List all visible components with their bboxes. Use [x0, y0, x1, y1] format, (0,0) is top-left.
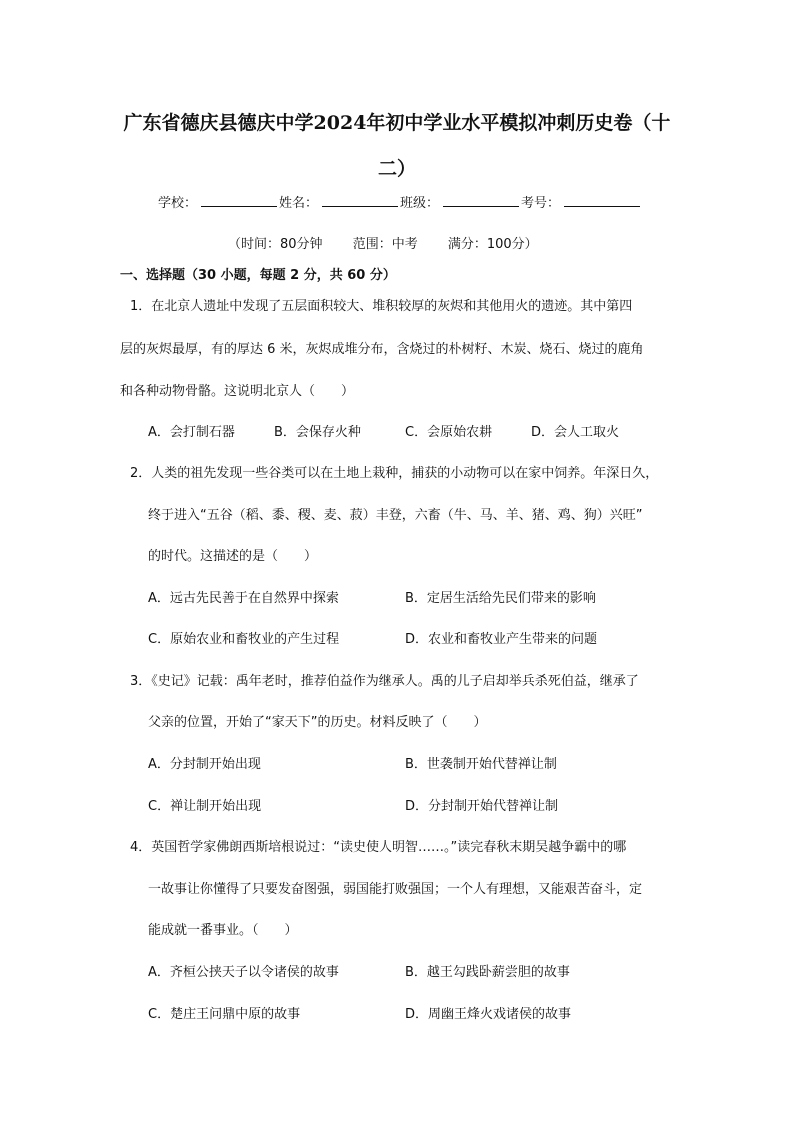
q2-line-2: 终于进入“五谷（稻、黍、稷、麦、菽）丰登，六畜（牛、马、羊、猪、鸡、狗）兴旺” — [148, 508, 643, 523]
q3-line-2: 父亲的位置，开始了“家天下”的历史。材料反映了（ ） — [148, 715, 487, 730]
q1-option-a[interactable]: A．会打制石器 — [148, 425, 235, 440]
q4-option-a[interactable]: A．齐桓公挟天子以令诸侯的故事 — [148, 965, 339, 980]
exam-scope: 范围：中考 — [352, 237, 418, 252]
q2-option-a[interactable]: A．远古先民善于在自然界中探索 — [148, 591, 339, 606]
q2-option-c[interactable]: C．原始农业和畜牧业的产生过程 — [148, 632, 340, 647]
q3-option-b[interactable]: B．世袭制开始代替禅让制 — [405, 757, 557, 772]
q2-option-d[interactable]: D．农业和畜牧业产生带来的问题 — [405, 632, 598, 647]
q2-line-1: 2．人类的祖先发现一些谷类可以在土地上栽种，捕获的小动物可以在家中饲养。年深日久， — [130, 466, 659, 481]
exam-score: 满分：100分） — [447, 237, 538, 252]
school-field[interactable] — [201, 194, 277, 207]
page-title — [118, 100, 676, 192]
q3-option-c[interactable]: C．禅让制开始出现 — [148, 799, 262, 814]
name-label: 姓名： — [279, 196, 319, 211]
title-line-1: 广东省德庆县德庆中学2024年初中学业水平模拟冲刺历史卷（十 — [123, 112, 671, 134]
q4-line-2: 一故事让你懂得了只要发奋图强，弱国能打败强国；一个人有理想，又能艰苦奋斗，定 — [148, 882, 643, 897]
q4-line-3: 能成就一番事业。（ ） — [148, 923, 298, 938]
class-label: 班级： — [400, 196, 440, 211]
exam-no-field[interactable] — [564, 194, 640, 207]
school-label: 学校： — [158, 196, 198, 211]
name-field[interactable] — [322, 194, 398, 207]
q2-line-3: 的时代。这描述的是（ ） — [148, 549, 318, 564]
q3-line-1: 3．《史记》记载：禹年老时，推荐伯益作为继承人。禹的儿子启却举兵杀死伯益，继承了 — [130, 674, 639, 689]
exam-time: （时间：80分钟 — [228, 237, 323, 252]
q4-option-d[interactable]: D．周幽王烽火戏诸侯的故事 — [405, 1007, 572, 1022]
section-title: 一、选择题（30 小题，每题 2 分，共 60 分） — [120, 268, 396, 283]
q4-option-c[interactable]: C．楚庄王问鼎中原的故事 — [148, 1007, 301, 1022]
q1-option-b[interactable]: B．会保存火种 — [274, 425, 361, 440]
q1-line-2: 层的灰烬最厚，有的厚达 6 米，灰烬成堆分布，含烧过的朴树籽、木炭、烧石、烧过的鹿角 — [120, 342, 644, 357]
q3-option-d[interactable]: D．分封制开始代替禅让制 — [405, 799, 559, 814]
q1-option-d[interactable]: D．会人工取火 — [531, 425, 620, 440]
student-info-row — [158, 192, 642, 211]
q2-option-b[interactable]: B．定居生活给先民们带来的影响 — [405, 591, 596, 606]
class-field[interactable] — [443, 194, 519, 207]
q1-line-1: 1．在北京人遗址中发现了五层面积较大、堆积较厚的灰烬和其他用火的遗迹。其中第四 — [130, 299, 633, 314]
q1-line-3: 和各种动物骨骼。这说明北京人（ ） — [120, 384, 355, 399]
exam-meta — [228, 233, 538, 252]
q4-line-1: 4．英国哲学家佛朗西斯培根说过：“读史使人明智……。”读完春秋末期吴越争霸中的哪 — [130, 840, 627, 855]
exam-no-label: 考号： — [521, 196, 561, 211]
q1-option-c[interactable]: C．会原始农耕 — [405, 425, 493, 440]
q3-option-a[interactable]: A．分封制开始出现 — [148, 757, 261, 772]
title-line-2: 二） — [377, 158, 416, 180]
q4-option-b[interactable]: B．越王勾践卧薪尝胆的故事 — [405, 965, 570, 980]
